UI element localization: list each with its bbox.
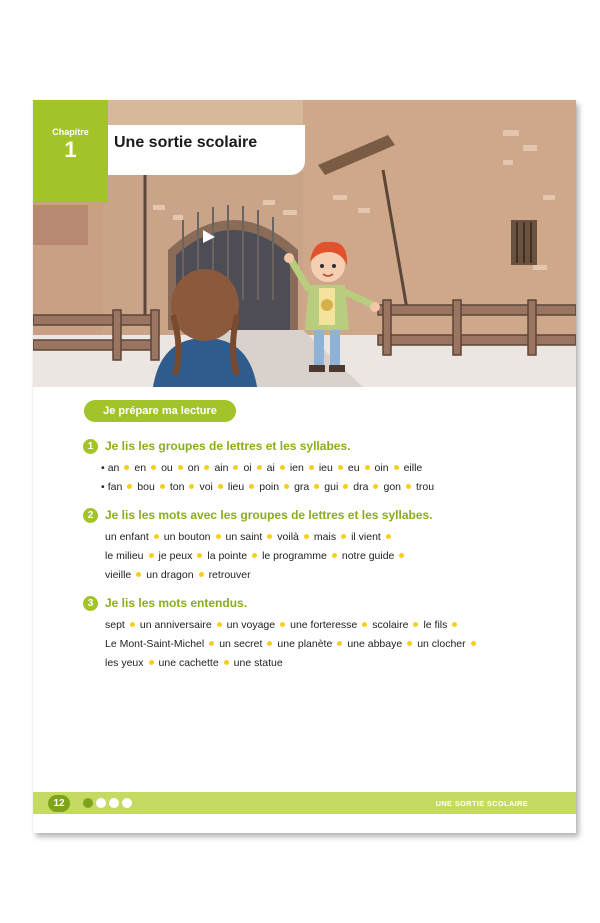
word: scolaire	[372, 619, 409, 631]
exercise-number: 2	[83, 508, 98, 523]
word: la pointe	[207, 550, 248, 562]
word-line	[105, 654, 563, 673]
chapter-label: Chapitre	[52, 127, 89, 137]
word: un dragon	[146, 569, 194, 581]
separator-dot	[399, 553, 404, 558]
separator-dot	[199, 572, 204, 577]
word-line	[105, 547, 563, 566]
separator-dot	[267, 534, 272, 539]
separator-dot	[136, 572, 141, 577]
separator-dot	[209, 641, 214, 646]
exercise-number: 1	[83, 439, 98, 454]
exercise-1	[83, 437, 563, 497]
syllable: en	[134, 462, 147, 474]
separator-dot	[130, 622, 135, 627]
separator-dot	[257, 465, 262, 470]
separator-dot	[216, 534, 221, 539]
separator-dot	[149, 553, 154, 558]
syllable-line	[101, 459, 563, 478]
section-heading: Je prépare ma lecture	[84, 400, 236, 422]
exercise-3	[83, 594, 563, 673]
syllable: ien	[289, 462, 304, 474]
word: sept	[105, 619, 125, 631]
separator-dot	[471, 641, 476, 646]
separator-dot	[343, 484, 348, 489]
word: le fils	[423, 619, 448, 631]
word-line	[105, 566, 563, 585]
page-number: 12	[48, 795, 70, 812]
separator-dot	[217, 622, 222, 627]
syllable: oi	[243, 462, 252, 474]
word: je peux	[158, 550, 193, 562]
exercise-header	[83, 506, 563, 524]
separator-dot	[338, 465, 343, 470]
separator-dot	[197, 553, 202, 558]
separator-dot	[204, 465, 209, 470]
bullet: •	[101, 462, 105, 474]
separator-dot	[280, 622, 285, 627]
word: une abbaye	[347, 638, 403, 650]
exercise-number: 3	[83, 596, 98, 611]
syllable: gui	[324, 481, 339, 493]
syllable: dra	[353, 481, 369, 493]
exercise-title: Je lis les mots avec les groupes de lettres et les syllabes.	[105, 508, 433, 522]
bullet: •	[101, 481, 105, 493]
separator-dot	[332, 553, 337, 558]
separator-dot	[124, 465, 129, 470]
separator-dot	[304, 534, 309, 539]
word-line	[105, 528, 563, 547]
syllable-line	[101, 478, 563, 497]
syllable: eu	[347, 462, 360, 474]
word: un clocher	[417, 638, 466, 650]
word: un saint	[225, 531, 263, 543]
word: un secret	[219, 638, 263, 650]
separator-dot	[249, 484, 254, 489]
separator-dot	[178, 465, 183, 470]
page-title: Une sortie scolaire	[114, 134, 258, 151]
exercise-header	[83, 594, 563, 612]
syllable: ai	[266, 462, 275, 474]
chapter-number: 1	[64, 137, 77, 162]
syllable: gra	[294, 481, 310, 493]
word: voilà	[277, 531, 299, 543]
word: une cachette	[158, 657, 219, 669]
word: vieille	[105, 569, 132, 581]
separator-dot	[280, 465, 285, 470]
separator-dot	[151, 465, 156, 470]
syllable: on	[187, 462, 200, 474]
word-line	[105, 635, 563, 654]
running-title: UNE SORTIE SCOLAIRE	[435, 799, 528, 808]
separator-dot	[341, 534, 346, 539]
syllable: poin	[259, 481, 280, 493]
separator-dot	[394, 465, 399, 470]
separator-dot	[365, 465, 370, 470]
progress-dot	[122, 798, 132, 808]
word: un voyage	[226, 619, 276, 631]
syllable: trou	[416, 481, 435, 493]
word: un anniversaire	[139, 619, 212, 631]
progress-dot	[83, 798, 93, 808]
separator-dot	[337, 641, 342, 646]
textbook-page	[33, 100, 576, 833]
separator-dot	[224, 660, 229, 665]
word: le programme	[262, 550, 327, 562]
exercise-title: Je lis les mots entendus.	[105, 596, 248, 610]
separator-dot	[154, 534, 159, 539]
word: une planète	[277, 638, 333, 650]
separator-dot	[218, 484, 223, 489]
separator-dot	[267, 641, 272, 646]
progress-dots	[83, 798, 132, 808]
separator-dot	[314, 484, 319, 489]
separator-dot	[284, 484, 289, 489]
syllable: ain	[214, 462, 229, 474]
separator-dot	[252, 553, 257, 558]
word: le milieu	[105, 550, 144, 562]
syllable: fan	[107, 481, 123, 493]
separator-dot	[413, 622, 418, 627]
word: mais	[313, 531, 337, 543]
syllable: voi	[199, 481, 213, 493]
word-line	[105, 616, 563, 635]
word: retrouver	[208, 569, 251, 581]
chapter-badge	[33, 100, 108, 202]
separator-dot	[149, 660, 154, 665]
syllable: oin	[374, 462, 389, 474]
word: un bouton	[163, 531, 211, 543]
separator-dot	[309, 465, 314, 470]
separator-dot	[160, 484, 165, 489]
separator-dot	[407, 641, 412, 646]
word: il vient	[351, 531, 381, 543]
separator-dot	[406, 484, 411, 489]
syllable: an	[107, 462, 120, 474]
separator-dot	[127, 484, 132, 489]
progress-dot	[109, 798, 119, 808]
syllable: ieu	[318, 462, 333, 474]
word: les yeux	[105, 657, 144, 669]
exercise-2	[83, 506, 563, 585]
syllable: ou	[161, 462, 173, 474]
separator-dot	[233, 465, 238, 470]
exercise-title: Je lis les groupes de lettres et les syllabes.	[105, 439, 351, 453]
syllable: gon	[383, 481, 402, 493]
syllable: lieu	[227, 481, 245, 493]
title-box	[108, 125, 305, 175]
separator-dot	[386, 534, 391, 539]
separator-dot	[373, 484, 378, 489]
syllable: ton	[169, 481, 185, 493]
separator-dot	[362, 622, 367, 627]
progress-dot	[96, 798, 106, 808]
separator-dot	[452, 622, 457, 627]
word: Le Mont-Saint-Michel	[105, 638, 205, 650]
word: notre guide	[341, 550, 395, 562]
syllable: eille	[403, 462, 423, 474]
word: une statue	[233, 657, 283, 669]
separator-dot	[189, 484, 194, 489]
word: un enfant	[105, 531, 149, 543]
syllable: bou	[137, 481, 155, 493]
exercise-header	[83, 437, 563, 455]
word: une forteresse	[290, 619, 358, 631]
